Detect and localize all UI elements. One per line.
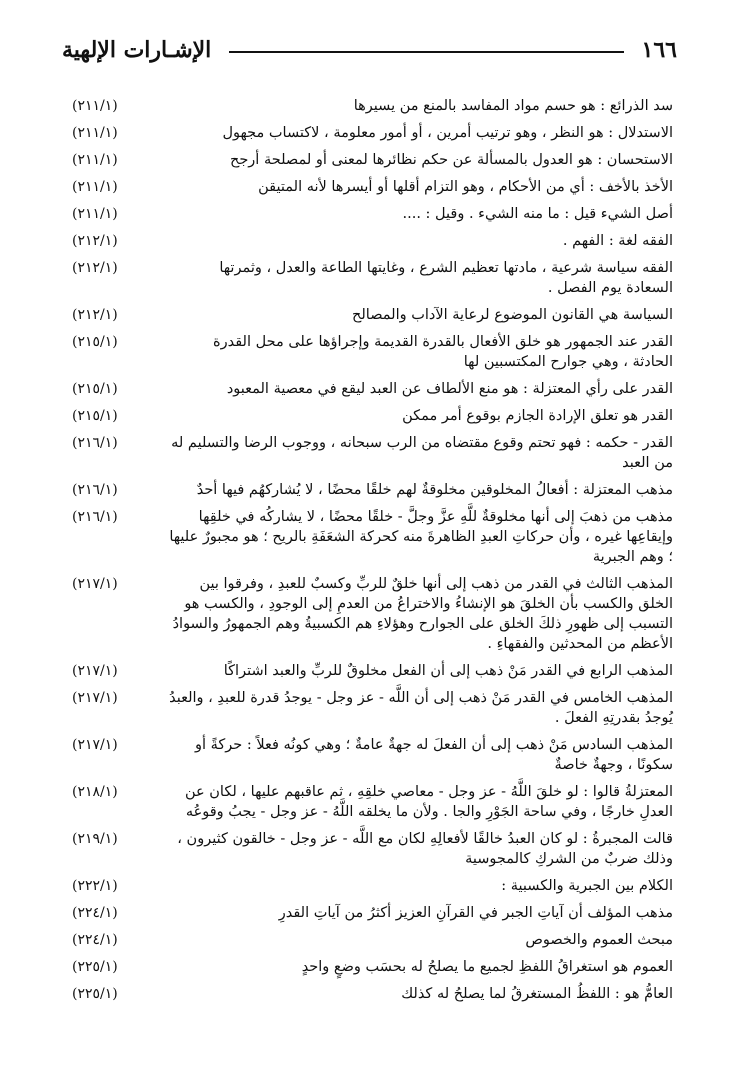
entry-reference: (٢١١/١) xyxy=(72,152,118,168)
entry-reference: (٢٢٤/١) xyxy=(72,905,118,921)
entry-reference: (٢١٥/١) xyxy=(72,408,118,424)
entry-text: الأخذ بالأخف : أي من الأحكام ، وهو التزام أقلها أو أيسرها لأنه المتيقن xyxy=(258,179,673,195)
entry-text: المذهب الخامس في القدر مَنْ ذهب إلى أن اللَّه - عز وجل - يوجدُ قدرة للعبدِ ، والعبدُ يُوجدُ بقدرتِهِ الفعلَ . xyxy=(169,690,673,726)
index-entry xyxy=(72,150,673,170)
index-entry xyxy=(72,507,673,567)
entry-text: أصل الشيء قيل : ما منه الشيء . وقيل : .... xyxy=(402,206,673,222)
entry-text: المذهب الرابع في القدر مَنْ ذهب إلى أن الفعل مخلوقٌ للربِّ والعبد اشتراكًا xyxy=(223,663,673,679)
index-entry xyxy=(72,930,673,950)
entry-reference: (٢١٩/١) xyxy=(72,831,118,847)
entry-text: قالت المجبرةُ : لو كان العبدُ خالقًا لأفعالِهِ لكان مع اللَّه - عز وجل - خالقون كثيرون ، وذلك ضربٌ من الشركِ كالمجوسية xyxy=(177,831,673,867)
entry-text: مبحث العموم والخصوص xyxy=(525,932,673,948)
entry-text: القدر هو تعلق الإرادة الجازم بوقوع أمر ممكن xyxy=(402,408,673,424)
entry-text: سد الذرائع : هو حسم مواد المفاسد بالمنع من يسيرها xyxy=(353,98,673,114)
entry-reference: (٢١٨/١) xyxy=(72,784,118,800)
entry-text: المذهب الثالث في القدر من ذهب إلى أنها خلقٌ للربِّ وكسبٌ للعبدِ ، وفرقوا بين الخلق والكسب بأن الخلقَ هو الإنشاءُ والاختراعُ من العدمِ إلى الوجودِ ، والكسب هو التسبب إلى ظهورِ ذلكَ الخلق على الجوارح وهؤلاءِ هم الكسبيةُ وهم الجمهورُ والسوادُ الأعظم من المحدثين والفقهاءِ . xyxy=(172,576,673,652)
entry-text: العامُّ هو : اللفظُ المستغرقُ لما يصلحُ له كذلك xyxy=(401,986,673,1002)
entry-text: الاستدلال : هو النظر ، وهو ترتيب أمرين ، أو أمور معلومة ، لاكتساب مجهول xyxy=(222,125,673,141)
entry-reference: (٢١٥/١) xyxy=(72,334,118,350)
entry-reference: (٢١٦/١) xyxy=(72,435,118,451)
entry-reference: (٢١١/١) xyxy=(72,179,118,195)
entry-reference: (٢١٢/١) xyxy=(72,233,118,249)
index-entry xyxy=(72,177,673,197)
index-entry xyxy=(72,379,673,399)
entry-reference: (٢١٧/١) xyxy=(72,663,118,679)
index-entry xyxy=(72,735,673,775)
entry-reference: (٢٢٤/١) xyxy=(72,932,118,948)
entry-text: مذهب المؤلف أن آياتِ الجبر في القرآنِ العزيز أكثرُ من آياتِ القدرِ xyxy=(278,905,673,921)
entry-text: مذهب المعتزلة : أفعالُ المخلوقين مخلوقةٌ لهم خلقًا محضًا ، لا يُشاركهُم فيها أحدٌ xyxy=(196,482,673,498)
index-entry xyxy=(72,231,673,251)
entry-reference: (٢١٧/١) xyxy=(72,576,118,592)
entry-text: القدر - حكمه : فهو تحتم وقوع مقتضاه من الرب سبحانه ، ووجوب الرضا والتسليم له من العبد xyxy=(171,435,673,471)
index-entry xyxy=(72,406,673,426)
index-entry xyxy=(72,433,673,473)
index-entry xyxy=(72,305,673,325)
index-entry xyxy=(72,96,673,116)
index-entry xyxy=(72,903,673,923)
entry-text: العموم هو استغراقُ اللفظِ لجميع ما يصلحُ له بحسَب وضعٍ واحدٍ xyxy=(301,959,673,975)
index-entry xyxy=(72,782,673,822)
entry-text: المعتزلةُ قالوا : لو خلقَ اللَّهُ - عز وجل - معاصي خلقِهِ ، ثم عاقبهم عليها ، لكان عن العدلِ خارجًا ، وفي ساحة الجَوْرِ والجا . ولأن ما يخلقه اللَّهُ - عز وجل - يجبُ وقوعُه xyxy=(184,784,673,820)
page-header xyxy=(62,34,677,66)
index-entry xyxy=(72,204,673,224)
index-entry xyxy=(72,480,673,500)
index-entries-list xyxy=(72,96,673,1011)
page-number: ١٦٦ xyxy=(641,37,677,63)
entry-text: السياسة هي القانون الموضوع لرعاية الآداب والمصالح xyxy=(352,307,673,323)
entry-text: الكلام بين الجبرية والكسبية : xyxy=(501,878,673,894)
index-entry xyxy=(72,258,673,298)
entry-text: الفقه لغة : الفهم . xyxy=(562,233,673,249)
index-entry xyxy=(72,123,673,143)
entry-reference: (٢١١/١) xyxy=(72,98,118,114)
index-entry xyxy=(72,332,673,372)
entry-reference: (٢٢٥/١) xyxy=(72,986,118,1002)
entry-reference: (٢١٧/١) xyxy=(72,737,118,753)
entry-text: القدر عند الجمهور هو خلق الأفعال بالقدرة القديمة وإجراؤها على محل القدرة الحادثة ، وهي جوارح المكتسبين لها xyxy=(213,334,673,370)
header-rule xyxy=(229,51,623,53)
entry-reference: (٢١١/١) xyxy=(72,125,118,141)
book-title: الإشـارات الإلهية xyxy=(62,37,212,63)
index-entry xyxy=(72,829,673,869)
entry-text: مذهب من ذهبَ إلى أنها مخلوقةٌ للَّهِ عزَّ وجلَّ - خلقًا محضًا ، لا يشاركُه في خلقِها وإيقاعِها غيره ، وأن حركاتِ العبدِ الظاهرةَ منه كحركة الشعَفَةِ بالريح ؛ هو مجبورٌ عليها ؛ وهم الجبرية xyxy=(169,509,673,565)
entry-reference: (٢٢٥/١) xyxy=(72,959,118,975)
index-entry xyxy=(72,661,673,681)
index-entry xyxy=(72,574,673,654)
entry-text: المذهب السادس مَنْ ذهب إلى أن الفعلَ له جهةٌ عامةٌ ؛ وهي كونُه فعلاً : حركةً أو سكونًا ، وجهةٌ خاصةٌ xyxy=(194,737,673,773)
entry-text: الاستحسان : هو العدول بالمسألة عن حكم نظائرها لمعنى أو لمصلحة أرجح xyxy=(229,152,673,168)
entry-reference: (٢١٦/١) xyxy=(72,509,118,525)
index-entry xyxy=(72,688,673,728)
entry-reference: (٢١٢/١) xyxy=(72,307,118,323)
entry-text: الفقه سياسة شرعية ، مادتها تعظيم الشرع ، وغايتها الطاعة والعدل ، وثمرتها السعادة يوم الفصل . xyxy=(219,260,673,296)
index-entry xyxy=(72,876,673,896)
entry-reference: (٢١٢/١) xyxy=(72,260,118,276)
entry-reference: (٢١٥/١) xyxy=(72,381,118,397)
entry-reference: (٢٢٢/١) xyxy=(72,878,118,894)
entry-text: القدر على رأي المعتزلة : هو منع الألطاف عن العبد ليقع في معصية المعبود xyxy=(226,381,673,397)
entry-reference: (٢١٧/١) xyxy=(72,690,118,706)
entry-reference: (٢١١/١) xyxy=(72,206,118,222)
index-entry xyxy=(72,984,673,1004)
entry-reference: (٢١٦/١) xyxy=(72,482,118,498)
index-entry xyxy=(72,957,673,977)
